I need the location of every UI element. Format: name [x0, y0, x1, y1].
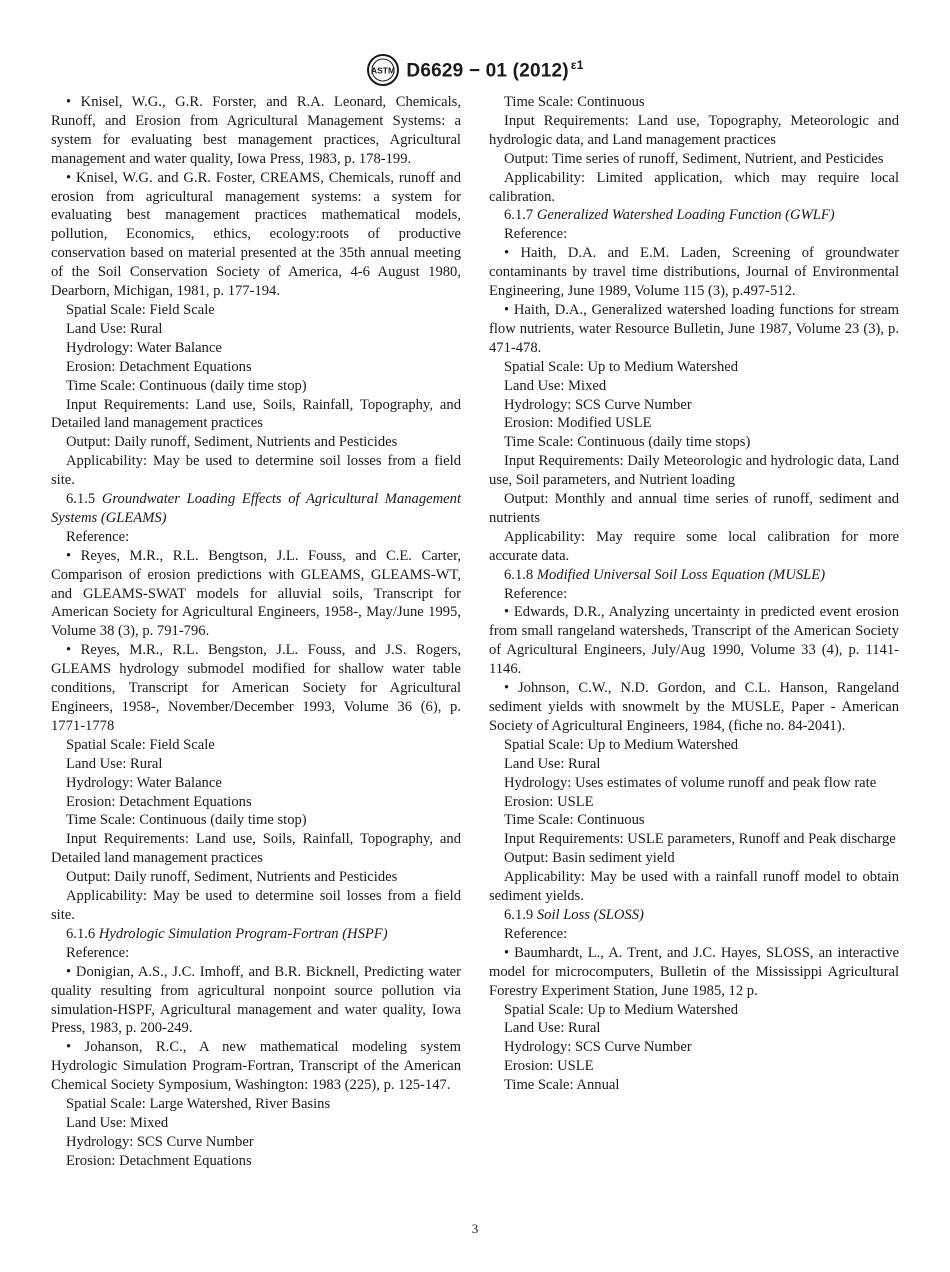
- reference-label: Reference:: [504, 226, 568, 243]
- input-requirements: Input Requirements: Land use, Soils, Rainfall, Topography, and Detailed land management practices: [51, 396, 461, 432]
- section-heading-6-1-8: 6.1.8 Modified Universal Soil Loss Equation (MUSLE): [504, 566, 826, 583]
- applicability: Applicability: May require some local calibration for more accurate data.: [489, 528, 899, 564]
- section-title: Modified Universal Soil Loss Equation (MUSLE): [536, 566, 826, 583]
- reference-entry: • Reyes, M.R., R.L. Bengtson, J.L. Fouss, and C.E. Carter, Comparison of erosion predictions with GLEAMS, GLEAMS-WT, and GLEAMS-SWAT models for alluvial soils, Transcript for American Society for Agricultural Engineers, 1958-, May/June 1995, Volume 38 (3), p. 791-796.: [51, 547, 461, 640]
- land-use: Land Use: Rural: [504, 1020, 601, 1037]
- land-use: Land Use: Rural: [66, 755, 163, 772]
- document-designation: D6629 − 01 (2012) $^{\varepsilon 1}$: [406, 57, 584, 82]
- input-requirements: Input Requirements: Land use, Soils, Rainfall, Topography, and Detailed land management practices: [51, 831, 461, 867]
- reference-entry: • Knisel, W.G., G.R. Forster, and R.A. Leonard, Chemicals, Runoff, and Erosion from Agricultural Management Systems: a system for evaluating best management practices, Agricultural management and water quality, Iowa Press, 1983, p. 178-199.: [51, 94, 461, 167]
- section-title: Generalized Watershed Loading Function (GWLF): [536, 207, 835, 224]
- page-number: 3: [471, 1221, 479, 1236]
- time-scale: Time Scale: Continuous (daily time stop): [66, 812, 307, 829]
- erosion: Erosion: Detachment Equations: [66, 1152, 252, 1169]
- applicability: Applicability: Limited application, which may require local calibration.: [489, 169, 899, 205]
- page-header: [0, 50, 950, 90]
- land-use: Land Use: Rural: [66, 320, 163, 337]
- erosion: Erosion: USLE: [504, 793, 594, 810]
- applicability: Applicability: May be used to determine soil losses from a field site.: [51, 453, 461, 489]
- section-title: Hydrologic Simulation Program-Fortran (HSPF): [98, 925, 388, 942]
- input-requirements: Input Requirements: USLE parameters, Runoff and Peak discharge: [504, 831, 896, 848]
- time-scale: Time Scale: Continuous: [504, 812, 645, 829]
- section-heading-6-1-9: 6.1.9 Soil Loss (SLOSS): [504, 906, 644, 923]
- hydrology: Hydrology: Water Balance: [66, 339, 222, 356]
- spatial-scale: Spatial Scale: Field Scale: [66, 736, 215, 753]
- section-heading-6-1-7: 6.1.7 Generalized Watershed Loading Function (GWLF): [504, 207, 835, 224]
- hydrology: Hydrology: SCS Curve Number: [504, 1039, 692, 1056]
- input-requirements: Input Requirements: Daily Meteorologic and hydrologic data, Land use, Soil parameters, and Nutrient loading: [489, 453, 899, 489]
- hydrology: Hydrology: SCS Curve Number: [504, 396, 692, 413]
- reference-entry: • Johnson, C.W., N.D. Gordon, and C.L. Hanson, Rangeland sediment yields with snowmelt by the MUSLE, Paper - American Society of Agricultural Engineers, 1984, (fiche no. 84-2041).: [489, 680, 899, 734]
- time-scale: Time Scale: Continuous: [504, 94, 645, 110]
- astm-logo-icon: [366, 53, 400, 87]
- reference-entry: • Haith, D.A., Generalized watershed loading functions for stream flow nutrients, water Resource Bulletin, June 1987, Volume 23 (3), p. 471-478.: [489, 301, 899, 356]
- section-heading-6-1-6: 6.1.6 Hydrologic Simulation Program-Fortran (HSPF): [66, 925, 388, 942]
- erosion: Erosion: USLE: [504, 1058, 594, 1075]
- reference-entry: • Baumhardt, L., A. Trent, and J.C. Hayes, SLOSS, an interactive model for microcomputers, Bulletin of the Mississippi Agricultural Forestry Experiment Station, June 1985, 12 p.: [489, 944, 899, 999]
- land-use: Land Use: Mixed: [66, 1114, 169, 1131]
- time-scale: Time Scale: Annual: [504, 1077, 620, 1094]
- land-use: Land Use: Mixed: [504, 377, 607, 394]
- right-column: [489, 93, 899, 1095]
- spatial-scale: Spatial Scale: Up to Medium Watershed: [504, 736, 739, 753]
- epsilon-superscript: ε1: [570, 57, 584, 72]
- erosion: Erosion: Detachment Equations: [66, 793, 252, 810]
- section-title: Soil Loss (SLOSS): [536, 906, 644, 923]
- input-requirements: Input Requirements: Land use, Topography, Meteorologic and hydrologic data, and Land management practices: [489, 112, 899, 148]
- section-title: Groundwater Loading Effects of Agricultural Management Systems (GLEAMS): [51, 491, 461, 526]
- reference-label: Reference:: [504, 925, 568, 942]
- spatial-scale: Spatial Scale: Large Watershed, River Basins: [66, 1096, 331, 1113]
- section-heading-6-1-5: 6.1.5 Groundwater Loading Effects of Agricultural Management Systems (GLEAMS): [51, 491, 461, 526]
- left-column: [51, 93, 461, 1171]
- reference-entry: • Knisel, W.G. and G.R. Foster, CREAMS, Chemicals, runoff and erosion from agricultural management systems: a system for evaluating best management practices mathematical models, pollution, Economics, ethics, ecology:roots of productive conservation based on material presented at the 35th annual meeting of the Soil Conservation Society of America, 4-6 August 1980, Dearborn, Michigan, 1981, p. 177-194.: [51, 169, 461, 300]
- logo-text: ASTM: [371, 65, 396, 76]
- output: Output: Monthly and annual time series of runoff, sediment and nutrients: [489, 491, 899, 526]
- reference-label: Reference:: [66, 528, 130, 545]
- output: Output: Daily runoff, Sediment, Nutrients and Pesticides: [66, 434, 398, 451]
- spatial-scale: Spatial Scale: Up to Medium Watershed: [504, 1001, 739, 1018]
- output: Output: Daily runoff, Sediment, Nutrients and Pesticides: [66, 869, 398, 886]
- applicability: Applicability: May be used to determine soil losses from a field site.: [51, 888, 461, 923]
- output: Output: Basin sediment yield: [504, 850, 675, 867]
- land-use: Land Use: Rural: [504, 755, 601, 772]
- reference-label: Reference:: [66, 944, 130, 961]
- reference-entry: • Edwards, D.R., Analyzing uncertainty in predicted event erosion from small rangeland watersheds, Transcript of the American Society of Agricultural Engineers, July/Aug 1990, Volume 33 (4), p. 1141-1146.: [489, 604, 899, 678]
- output: Output: Time series of runoff, Sediment, Nutrient, and Pesticides: [504, 150, 884, 167]
- spatial-scale: Spatial Scale: Field Scale: [66, 301, 215, 318]
- reference-entry: • Reyes, M.R., R.L. Bengston, J.L. Fouss, and J.S. Rogers, GLEAMS hydrology submodel modified for shallow water table conditions, Transcript for American Society for Agricultural Engineers, 1958-, November/December 1993, Volume 36 (6), p. 1771-1778: [51, 642, 461, 734]
- hydrology: Hydrology: Uses estimates of volume runoff and peak flow rate: [504, 774, 877, 791]
- reference-entry: • Johanson, R.C., A new mathematical modeling system Hydrologic Simulation Program-Fortran, Transcript of the American Chemical Society Symposium, Washington: 1983 (225), p. 125-147.: [51, 1039, 461, 1094]
- hydrology: Hydrology: Water Balance: [66, 774, 222, 791]
- reference-label: Reference:: [504, 585, 568, 602]
- erosion: Erosion: Modified USLE: [504, 415, 652, 432]
- applicability: Applicability: May be used with a rainfall runoff model to obtain sediment yields.: [489, 869, 899, 905]
- reference-entry: • Haith, D.A. and E.M. Laden, Screening of groundwater contaminants by travel time distributions, Journal of Environmental Engineering, June 1989, Volume 115 (3), p.497-512.: [489, 245, 899, 300]
- hydrology: Hydrology: SCS Curve Number: [66, 1133, 254, 1150]
- reference-entry: • Donigian, A.S., J.C. Imhoff, and B.R. Bicknell, Predicting water quality resulting from agricultural nonpoint source pollution via simulation-HSPF, Agricultural management and water quality, Iowa Press, 1983, p. 200-249.: [51, 963, 461, 1037]
- time-scale: Time Scale: Continuous (daily time stops): [504, 434, 751, 451]
- time-scale: Time Scale: Continuous (daily time stop): [66, 377, 307, 394]
- erosion: Erosion: Detachment Equations: [66, 358, 252, 375]
- spatial-scale: Spatial Scale: Up to Medium Watershed: [504, 358, 739, 375]
